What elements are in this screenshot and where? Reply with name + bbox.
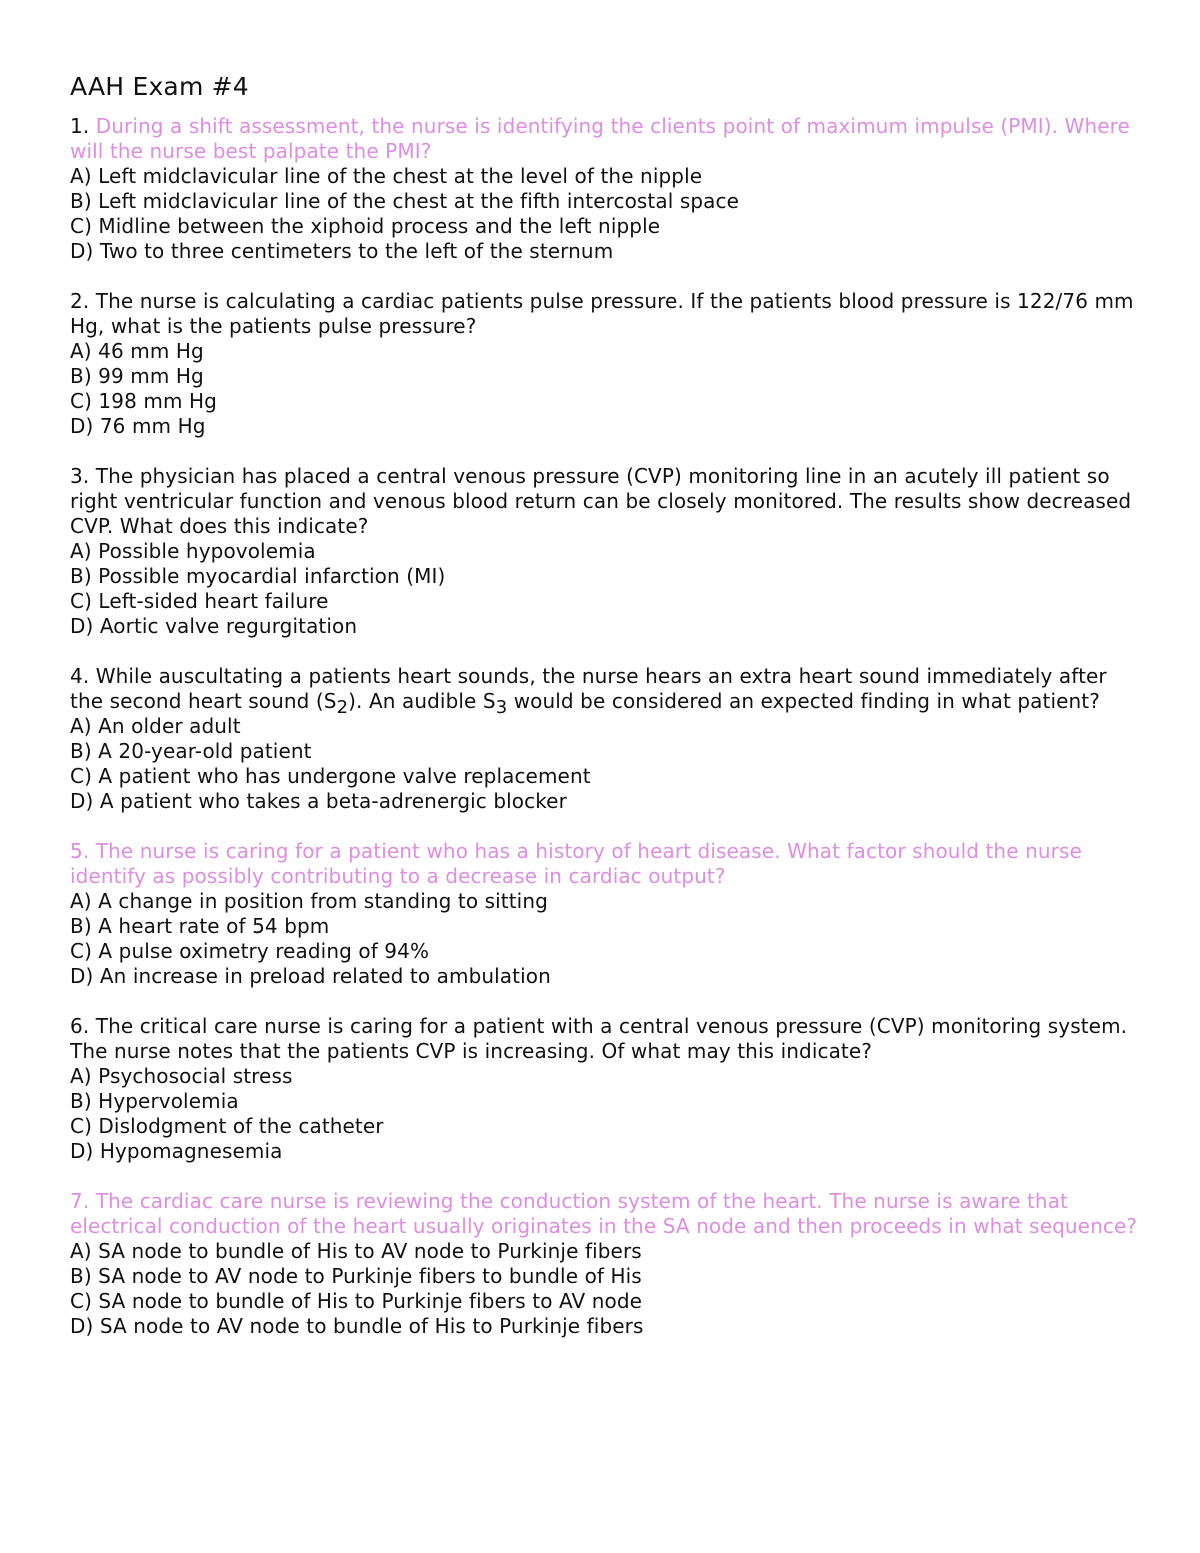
- answer-option: A) Possible hypovolemia: [70, 539, 316, 563]
- question-stem: [70, 1014, 1140, 1064]
- answer-option: D) Hypomagnesemia: [70, 1139, 283, 1163]
- answer-option: C) A patient who has undergone valve replacement: [70, 764, 591, 788]
- question-text: While auscultating a patients heart sounds, the nurse hears an extra heart sound immediately after the second heart sound (S: [70, 664, 1107, 713]
- answer-option: D) Two to three centimeters to the left of the sternum: [70, 239, 614, 263]
- subscript: 2: [336, 697, 349, 718]
- answer-options: [70, 1239, 1140, 1339]
- answer-options: [70, 1064, 1140, 1164]
- question-number: 1.: [70, 114, 90, 138]
- question-number: 4.: [70, 664, 90, 688]
- answer-option: B) Hypervolemia: [70, 1089, 239, 1113]
- question-number: 6.: [70, 1014, 90, 1038]
- document-page: [70, 68, 1140, 1364]
- answer-option: C) Left-sided heart failure: [70, 589, 329, 613]
- answer-option: A) 46 mm Hg: [70, 339, 204, 363]
- answer-option: B) SA node to AV node to Purkinje fibers to bundle of His: [70, 1264, 642, 1288]
- question-text: During a shift assessment, the nurse is identifying the clients point of maximum impulse (PMI). Where will the nurse best palpate the PMI?: [70, 114, 1130, 163]
- answer-option: B) Left midclavicular line of the chest at the fifth intercostal space: [70, 189, 740, 213]
- answer-options: [70, 889, 1140, 989]
- question-6: [70, 1014, 1140, 1164]
- answer-option: D) 76 mm Hg: [70, 414, 206, 438]
- answer-option: C) Midline between the xiphoid process and the left nipple: [70, 214, 661, 238]
- question-text: The critical care nurse is caring for a patient with a central venous pressure (CVP) monitoring system. The nurse notes that the patients CVP is increasing. Of what may this indicate?: [70, 1014, 1128, 1063]
- answer-option: B) 99 mm Hg: [70, 364, 204, 388]
- question-7: [70, 1189, 1140, 1339]
- answer-option: A) SA node to bundle of His to AV node to Purkinje fibers: [70, 1239, 642, 1263]
- answer-option: B) A heart rate of 54 bpm: [70, 914, 330, 938]
- answer-option: B) A 20-year-old patient: [70, 739, 312, 763]
- answer-option: B) Possible myocardial infarction (MI): [70, 564, 446, 588]
- question-number: 3.: [70, 464, 90, 488]
- question-text: would be considered an expected finding in what patient?: [507, 689, 1100, 713]
- question-3: [70, 464, 1140, 639]
- question-text: The physician has placed a central venous pressure (CVP) monitoring line in an acutely ill patient so right ventricular function and venous blood return can be closely monitored. The results show decreased CVP. What does this indicate?: [70, 464, 1132, 538]
- page-title: AAH Exam #4: [70, 72, 249, 101]
- question-5: [70, 839, 1140, 989]
- question-stem: [70, 114, 1140, 164]
- answer-options: [70, 714, 1140, 814]
- question-stem: [70, 289, 1140, 339]
- answer-option: A) An older adult: [70, 714, 241, 738]
- question-text: The nurse is caring for a patient who has a history of heart disease. What factor should the nurse identify as possibly contributing to a decrease in cardiac output?: [70, 839, 1082, 888]
- answer-option: D) SA node to AV node to bundle of His to Purkinje fibers: [70, 1314, 644, 1338]
- answer-options: [70, 339, 1140, 439]
- answer-options: [70, 539, 1140, 639]
- question-4: [70, 664, 1140, 814]
- question-stem: [70, 1189, 1140, 1239]
- answer-option: C) Dislodgment of the catheter: [70, 1114, 384, 1138]
- question-number: 7.: [70, 1189, 90, 1213]
- question-stem: [70, 839, 1140, 889]
- answer-option: A) A change in position from standing to sitting: [70, 889, 548, 913]
- answer-option: A) Left midclavicular line of the chest at the level of the nipple: [70, 164, 703, 188]
- question-number: 5.: [70, 839, 90, 863]
- question-stem: [70, 664, 1140, 718]
- answer-option: C) A pulse oximetry reading of 94%: [70, 939, 430, 963]
- question-1: [70, 114, 1140, 264]
- answer-option: C) 198 mm Hg: [70, 389, 217, 413]
- question-stem: [70, 464, 1140, 539]
- subscript: 3: [495, 697, 508, 718]
- answer-option: C) SA node to bundle of His to Purkinje fibers to AV node: [70, 1289, 643, 1313]
- question-2: [70, 289, 1140, 439]
- question-text: ). An audible S: [348, 689, 496, 713]
- question-number: 2.: [70, 289, 90, 313]
- answer-option: D) An increase in preload related to ambulation: [70, 964, 551, 988]
- answer-option: D) A patient who takes a beta-adrenergic blocker: [70, 789, 567, 813]
- answer-option: A) Psychosocial stress: [70, 1064, 293, 1088]
- answer-option: D) Aortic valve regurgitation: [70, 614, 358, 638]
- question-text: The cardiac care nurse is reviewing the conduction system of the heart. The nurse is aware that electrical conduction of the heart usually originates in the SA node and then proceeds in what sequence?: [70, 1189, 1138, 1238]
- question-text: The nurse is calculating a cardiac patients pulse pressure. If the patients blood pressure is 122/76 mm Hg, what is the patients pulse pressure?: [70, 289, 1134, 338]
- answer-options: [70, 164, 1140, 264]
